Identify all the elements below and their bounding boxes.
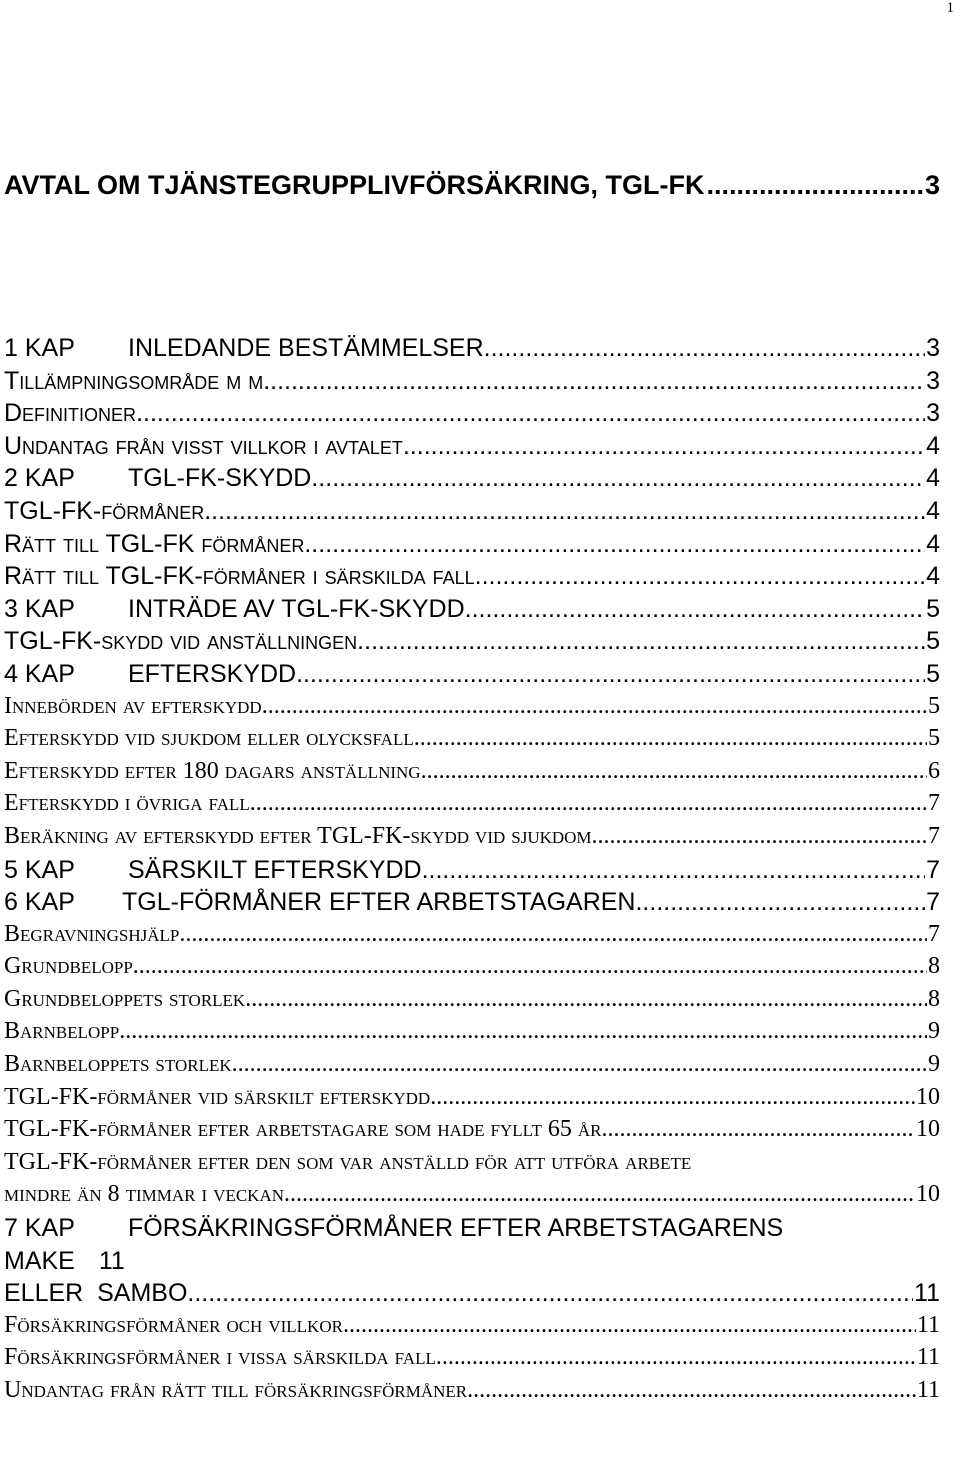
chapter-number: 6 KAP xyxy=(4,888,75,917)
leader-dots xyxy=(311,464,925,493)
leader-dots xyxy=(422,856,926,885)
entry-label: Försäkringsförmåner i vissa särskilda fall xyxy=(4,1344,436,1371)
leader-dots xyxy=(250,790,927,817)
entry-page: 8 xyxy=(928,953,940,980)
entry-page: 10 xyxy=(916,1083,940,1110)
toc-entry-ratt-sarskilda-fall[interactable] xyxy=(4,562,940,595)
toc-entry-efterskydd-180-dagar[interactable] xyxy=(4,758,940,791)
toc-entry-efterskydd-ovriga[interactable] xyxy=(4,790,940,823)
table-of-contents xyxy=(4,334,940,1410)
leader-dots xyxy=(304,530,925,559)
toc-entry-mindre-an-8-timmar[interactable] xyxy=(4,1181,940,1214)
entry-page: 5 xyxy=(928,692,940,719)
leader-dots xyxy=(133,953,927,980)
leader-dots xyxy=(635,888,925,917)
entry-page: 3 xyxy=(926,334,940,362)
leader-dots xyxy=(465,595,925,624)
leader-dots xyxy=(601,1116,915,1143)
entry-label: TGL-FK-förmåner efter den som var anställd för att utföra arbete xyxy=(4,1148,692,1175)
page-number: 1 xyxy=(946,0,954,16)
entry-label: Efterskydd efter 180 dagars anställning xyxy=(4,757,421,784)
leader-dots xyxy=(475,562,925,591)
toc-entry-2-kap[interactable] xyxy=(4,464,940,497)
leader-dots xyxy=(263,367,925,396)
toc-main-title[interactable] xyxy=(4,170,940,201)
leader-dots xyxy=(204,497,925,526)
toc-entry-3-kap[interactable] xyxy=(4,595,940,628)
leader-dots xyxy=(179,921,927,948)
entry-label: TGL-FK-skydd vid anställningen xyxy=(4,627,358,656)
leader-dots xyxy=(343,1312,916,1339)
toc-entry-undantag-villkor[interactable] xyxy=(4,432,940,465)
entry-label: INLEDANDE BESTÄMMELSER xyxy=(128,334,484,362)
entry-label: Grundbeloppets storlek xyxy=(4,985,246,1012)
leader-dots xyxy=(284,1181,915,1208)
entry-label: Försäkringsförmåner och villkor xyxy=(4,1311,343,1338)
chapter-number: 1 KAP xyxy=(4,334,75,362)
chapter-number: 5 KAP xyxy=(4,855,75,884)
entry-page: 11 xyxy=(916,1377,940,1403)
toc-entry-efterskydd-sjukdom[interactable] xyxy=(4,725,940,758)
leader-dots xyxy=(467,1377,916,1404)
toc-entry-barnbelopp[interactable] xyxy=(4,1018,940,1051)
entry-label: Beräkning av efterskydd efter TGL-FK-skydd vid sjukdom xyxy=(4,822,592,849)
entry-page: 4 xyxy=(926,529,940,558)
entry-label: TGL-FÖRMÅNER EFTER ARBETSTAGAREN xyxy=(122,888,636,917)
entry-page: 7 xyxy=(928,822,940,849)
toc-entry-sarskilt-efterskydd-formaner[interactable] xyxy=(4,1084,940,1117)
entry-label: TGL-FK-förmåner xyxy=(4,496,205,525)
toc-entry-begravningshjalp[interactable] xyxy=(4,921,940,954)
entry-label: Barnbelopp xyxy=(4,1018,120,1045)
entry-label: Rätt till TGL-FK-förmåner i särskilda fall xyxy=(4,562,475,591)
entry-label: TGL-FK-förmåner efter arbetstagare som hade fyllt 65 år xyxy=(4,1116,602,1143)
entry-label: Efterskydd i övriga fall xyxy=(4,790,250,817)
toc-entry-undantag-formaner[interactable] xyxy=(4,1377,940,1410)
toc-entry-make[interactable] xyxy=(4,1247,940,1280)
entry-label: Undantag från visst villkor i avtalet xyxy=(4,431,403,460)
entry-label: Begravningshjälp xyxy=(4,920,180,947)
toc-entry-tillampningsomrade[interactable] xyxy=(4,367,940,400)
entry-label: INTRÄDE AV TGL-FK-SKYDD xyxy=(128,594,465,623)
entry-page: 8 xyxy=(928,985,940,1012)
entry-page: 7 xyxy=(926,888,940,917)
toc-entry-7-kap[interactable] xyxy=(4,1214,940,1247)
entry-label: Definitioner xyxy=(4,399,137,428)
entry-label: Grundbelopp xyxy=(4,953,133,980)
entry-page: 6 xyxy=(928,757,940,784)
entry-page: 11 xyxy=(914,1279,940,1308)
entry-page: 11 xyxy=(916,1311,940,1338)
entry-label: TGL-FK-SKYDD xyxy=(128,464,312,493)
toc-entry-formaner-sarskilda-fall[interactable] xyxy=(4,1344,940,1377)
entry-page: 4 xyxy=(926,562,940,591)
toc-entry-ratt-till-formaner[interactable] xyxy=(4,530,940,563)
toc-entry-anstalld-arbete[interactable] xyxy=(4,1149,940,1182)
entry-label: ELLER SAMBO xyxy=(4,1279,188,1308)
leader-dots xyxy=(187,1279,913,1308)
entry-label: SÄRSKILT EFTERSKYDD xyxy=(128,855,422,884)
toc-entry-4-kap[interactable] xyxy=(4,660,940,693)
toc-entry-definitioner[interactable] xyxy=(4,399,940,432)
leader-dots xyxy=(707,170,923,201)
leader-dots xyxy=(136,399,925,428)
entry-page: 11 xyxy=(916,1344,940,1371)
toc-entry-eller-sambo[interactable] xyxy=(4,1279,940,1312)
entry-label: EFTERSKYDD xyxy=(128,659,297,688)
entry-label: TGL-FK-förmåner vid särskilt efterskydd xyxy=(4,1083,431,1110)
toc-entry-grundbelopp-storlek[interactable] xyxy=(4,986,940,1019)
entry-page: 4 xyxy=(926,431,940,460)
entry-page: 7 xyxy=(926,855,940,884)
main-title-page: 3 xyxy=(924,170,940,200)
entry-page: 9 xyxy=(928,1051,940,1078)
toc-entry-1-kap[interactable] xyxy=(4,334,940,367)
toc-entry-5-kap[interactable] xyxy=(4,856,940,889)
toc-entry-fyllt-65[interactable] xyxy=(4,1116,940,1149)
entry-page: 3 xyxy=(926,366,940,395)
leader-dots xyxy=(403,432,925,461)
leader-dots xyxy=(430,1084,915,1111)
leader-dots xyxy=(436,1344,916,1371)
toc-entry-skydd-anstallningen[interactable] xyxy=(4,627,940,660)
entry-label: Innebörden av efterskydd xyxy=(4,692,262,719)
entry-page: 10 xyxy=(916,1116,940,1143)
toc-entry-barnbelopp-storlek[interactable] xyxy=(4,1051,940,1084)
chapter-number: 7 KAP xyxy=(4,1214,75,1243)
leader-dots xyxy=(357,627,925,656)
main-title-text: AVTAL OM TJÄNSTEGRUPPLIVFÖRSÄKRING, TGL-FK xyxy=(4,170,705,200)
entry-page: 7 xyxy=(928,920,940,947)
leader-dots xyxy=(119,1018,927,1045)
chapter-number: 4 KAP xyxy=(4,659,75,688)
entry-page: 3 xyxy=(926,399,940,428)
entry-label: mindre än 8 timmar i veckan xyxy=(4,1181,284,1208)
leader-dots xyxy=(592,823,927,850)
entry-page: 10 xyxy=(916,1181,940,1208)
leader-dots xyxy=(414,725,927,752)
entry-page: 4 xyxy=(926,496,940,525)
entry-page: 9 xyxy=(928,1018,940,1045)
toc-entry-grundbelopp[interactable] xyxy=(4,953,940,986)
entry-page: 5 xyxy=(926,627,940,656)
leader-dots xyxy=(484,334,925,363)
leader-dots xyxy=(262,693,927,720)
toc-entry-berakning-efterskydd[interactable] xyxy=(4,823,940,856)
entry-label: MAKE xyxy=(4,1246,75,1275)
entry-page: 11 xyxy=(98,1246,125,1275)
toc-entry-6-kap[interactable] xyxy=(4,888,940,921)
entry-page: 5 xyxy=(928,725,940,752)
entry-page: 4 xyxy=(926,464,940,493)
entry-label: Barnbeloppets storlek xyxy=(4,1051,232,1078)
entry-page: 5 xyxy=(926,594,940,623)
entry-page: 5 xyxy=(926,659,940,688)
leader-dots xyxy=(421,758,927,785)
entry-label: Undantag från rätt till försäkringsförmåner xyxy=(4,1377,468,1403)
entry-label: Tillämpningsområde m m xyxy=(4,366,264,395)
toc-entry-tgl-fk-formaner[interactable] xyxy=(4,497,940,530)
chapter-number: 2 KAP xyxy=(4,464,75,493)
entry-label: Rätt till TGL-FK förmåner xyxy=(4,529,305,558)
leader-dots xyxy=(232,1051,927,1078)
leader-dots xyxy=(245,986,927,1013)
entry-label: Efterskydd vid sjukdom eller olycksfall xyxy=(4,725,414,752)
toc-entry-formaner-villkor[interactable] xyxy=(4,1312,940,1345)
entry-page: 7 xyxy=(928,790,940,817)
entry-label: FÖRSÄKRINGSFÖRMÅNER EFTER ARBETSTAGARENS xyxy=(128,1214,784,1243)
chapter-number: 3 KAP xyxy=(4,594,75,623)
leader-dots xyxy=(296,660,925,689)
toc-entry-innebord-efterskydd[interactable] xyxy=(4,693,940,726)
